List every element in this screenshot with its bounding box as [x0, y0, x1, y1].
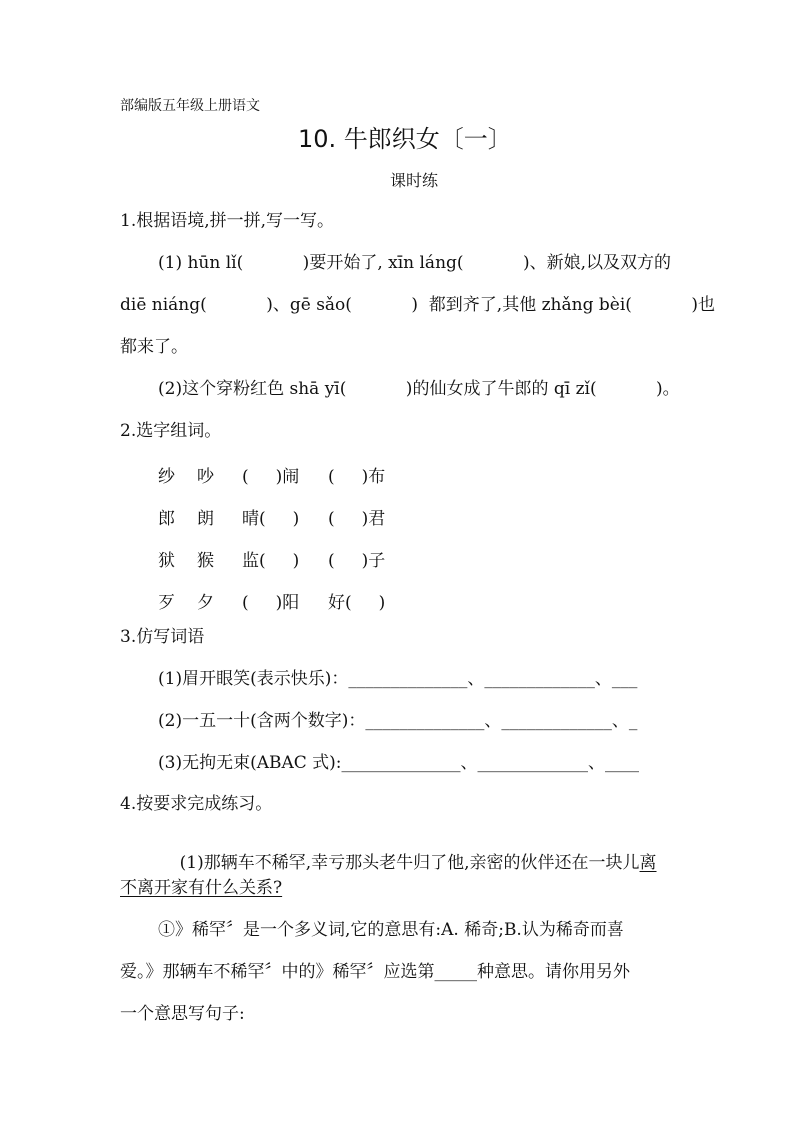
- q2-char-1: 狱: [158, 551, 175, 571]
- q2-char-1: 歹: [158, 593, 175, 613]
- q4-heading: 4.按要求完成练习。: [120, 794, 273, 814]
- textbook-label: 部编版五年级上册语文: [120, 98, 260, 114]
- q1-heading: 1.根据语境,拼一拼,写一写。: [120, 211, 335, 231]
- q2-word-1: ( )阳: [242, 593, 300, 613]
- q2-row: [0, 504, 794, 529]
- q3-heading: 3.仿写词语: [120, 627, 205, 647]
- q1-line-3: 都来了。: [120, 337, 188, 357]
- q2-word-1: 监( ): [242, 551, 300, 571]
- q3-item-1: (1)眉开眼笑(表示快乐)：______________、_____________、___: [158, 669, 638, 689]
- q2-row: [0, 462, 794, 487]
- q3-item-2: (2)一五一十(含两个数字)：______________、_____________、_: [158, 711, 638, 731]
- q2-word-2: ( )子: [328, 551, 386, 571]
- q4-sentence-text: (1)那辆车不稀罕,幸亏那头老牛归了他,亲密的伙伴还在一块儿: [179, 853, 640, 873]
- q2-heading: 2.选字组词。: [120, 421, 222, 441]
- q1-line-2: diē niáng( )、gē sǎo( ) 都到齐了,其他 zhǎng bèi( )也: [120, 295, 715, 315]
- q2-char-2: 朗: [197, 509, 214, 529]
- q1-line-4: (2)这个穿粉红色 shā yī( )的仙女成了牛郎的 qī zǐ( )。: [158, 379, 680, 399]
- q4-sub-question-line-1: ①》稀罕〞是一个多义词,它的意思有:A. 稀奇;B.认为稀奇而喜: [158, 920, 624, 940]
- q3-item-3: (3)无拘无束(ABAC 式):______________、_____________、____: [158, 753, 640, 773]
- q2-char-1: 郎: [158, 509, 175, 529]
- q2-word-1: ( )闹: [242, 467, 300, 487]
- lesson-title: 10. 牛郎织女〔一〕: [298, 125, 512, 153]
- q2-char-1: 纱: [158, 467, 175, 487]
- q1-line-1: (1) hūn lǐ( )要开始了, xīn láng( )、新娘,以及双方的: [158, 253, 672, 273]
- q2-row: [0, 546, 794, 571]
- q4-sub-question-line-3: 一个意思写句子:: [120, 1004, 245, 1024]
- q2-row: [0, 588, 794, 613]
- q2-word-1: 晴( ): [242, 509, 300, 529]
- q4-underlined-text: 离: [639, 853, 657, 873]
- q2-word-2: ( )布: [328, 467, 386, 487]
- q4-sub-question-line-2: 爱。》那辆车不稀罕〞中的》稀罕〞应选第_____种意思。请你用另外: [120, 962, 630, 982]
- q4-underlined-question: 不离开家有什么关系?: [120, 878, 283, 898]
- q2-char-2: 夕: [197, 593, 214, 613]
- q2-char-2: 吵: [197, 467, 214, 487]
- q2-word-2: ( )君: [328, 509, 386, 529]
- q2-char-2: 猴: [197, 551, 214, 571]
- q2-word-2: 好( ): [328, 593, 386, 613]
- lesson-subtitle: 课时练: [390, 171, 439, 190]
